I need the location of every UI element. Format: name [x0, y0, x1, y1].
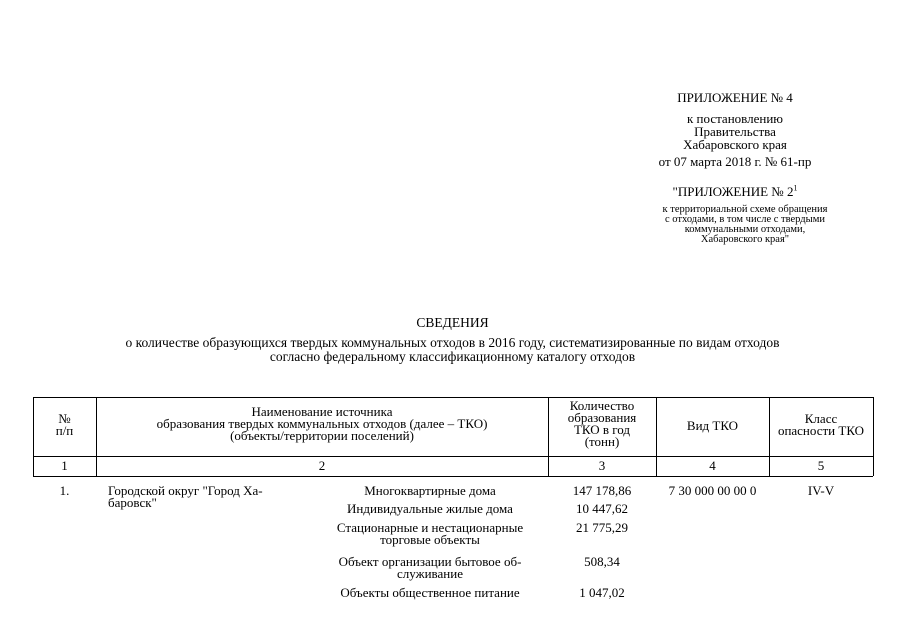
row-number: 1. — [59, 483, 70, 498]
appendix-4-line: Хабаровского края — [683, 137, 787, 152]
appendix-4-title: ПРИЛОЖЕНИЕ № 4 — [677, 90, 793, 105]
source-name: Объект организации бытовое об- служивание — [338, 554, 522, 581]
hazard-class: IV-V — [807, 483, 835, 498]
appendix-2-line: Хабаровского края" — [700, 234, 790, 245]
column-number: 1 — [61, 458, 68, 473]
appendix-4-date: от 07 марта 2018 г. № 61-пр — [658, 154, 812, 169]
source-quantity: 147 178,86 — [572, 483, 632, 498]
source-name: Индивидуальные жилые дома — [347, 501, 513, 516]
appendix-2-line: с отходами, в том числе с твердыми — [665, 214, 825, 225]
header-quantity: Количество образования ТКО в год (тонн) — [567, 398, 637, 449]
column-number: 3 — [598, 458, 606, 473]
appendix-2-title: "ПРИЛОЖЕНИЕ № $2^1$ — [672, 183, 798, 199]
source-name: Многоквартирные дома — [364, 483, 496, 498]
column-number: 2 — [318, 458, 326, 473]
appendix-4-line: Правительства — [694, 124, 776, 139]
waste-type-code: 7 30 000 00 00 0 — [668, 483, 757, 498]
document-heading: СВЕДЕНИЯ — [416, 315, 489, 330]
appendix-2-superscript: 1 — [793, 183, 798, 193]
appendix-2-line: коммунальными отходами, — [684, 224, 806, 235]
document-subtitle: согласно федеральному классификационному каталогу отходов — [269, 349, 636, 364]
table-border — [33, 476, 873, 477]
column-number: 5 — [817, 458, 825, 473]
table-border — [873, 397, 874, 476]
header-class: Класс опасности ТКО — [777, 411, 865, 438]
document-subtitle: о количестве образующихся твердых коммунальных отходов в 2016 году, систематизированные по видам отходов — [125, 335, 780, 350]
header-name: Наименование источника образования твердых коммунальных отходов (далее – ТКО) (объекты/территории поселений) — [156, 404, 488, 443]
table-border — [33, 397, 873, 398]
source-quantity: 508,34 — [584, 554, 620, 569]
source-quantity: 1 047,02 — [579, 585, 625, 600]
column-number: 4 — [709, 458, 716, 473]
appendix-4-line: к постановлению — [686, 111, 784, 126]
territory-name: Городской округ "Город Ха- баровск" — [108, 483, 263, 510]
source-quantity: 21 775,29 — [576, 520, 628, 535]
appendix-2-line: к территориальной схеме обращения — [662, 204, 828, 215]
source-name: Стационарные и нестационарные торговые объекты — [336, 520, 524, 547]
header-type: Вид ТКО — [686, 418, 739, 433]
source-quantity: 10 447,62 — [576, 501, 628, 516]
header-num: № п/п — [55, 411, 74, 438]
table-border — [33, 456, 873, 457]
source-name: Объекты общественное питание — [340, 585, 520, 600]
